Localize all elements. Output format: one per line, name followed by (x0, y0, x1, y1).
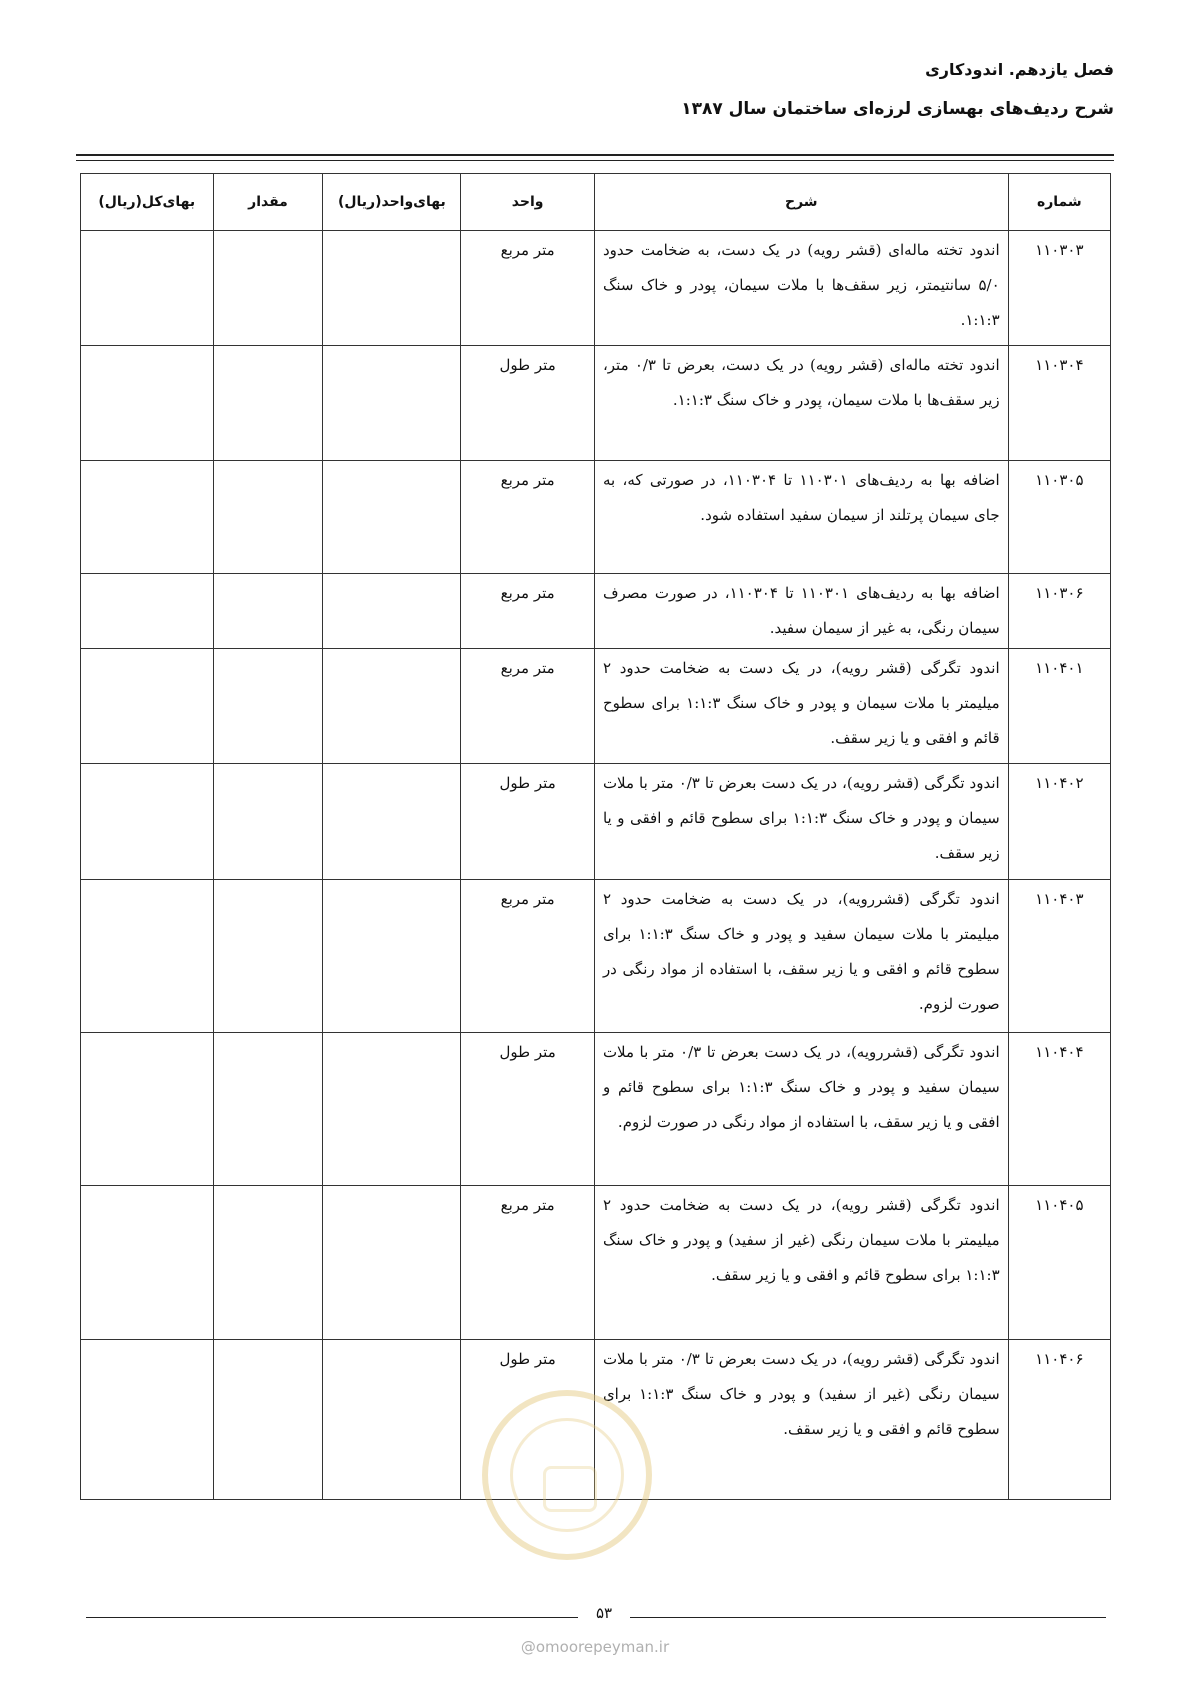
row-total-price-cell (81, 461, 214, 574)
page-header (681, 60, 1114, 119)
header-rule-thin (76, 160, 1114, 161)
row-description: اندود تخته ماله‌ای (قشر رویه) در یک دست، بعرض تا ۰/۳ متر، زیر سقف‌ها با ملات سیمان، پودر و خاک سنگ ۱:۱:۳. (594, 346, 1008, 461)
row-total-price-cell (81, 231, 214, 346)
table-row (81, 461, 1111, 574)
row-total-price-cell (81, 574, 214, 649)
row-quantity-cell (213, 346, 323, 461)
row-code: ۱۱۰۳۰۴ (1008, 346, 1110, 461)
row-description: اضافه بها به ردیف‌های ۱۱۰۳۰۱ تا ۱۱۰۳۰۴، در صورت مصرف سیمان رنگی، به غیر از سیمان سفید. (594, 574, 1008, 649)
table-row (81, 231, 1111, 346)
row-code: ۱۱۰۴۰۱ (1008, 649, 1110, 764)
row-quantity-cell (213, 1033, 323, 1186)
row-code: ۱۱۰۳۰۳ (1008, 231, 1110, 346)
row-code: ۱۱۰۴۰۵ (1008, 1186, 1110, 1340)
row-total-price-cell (81, 1186, 214, 1340)
footer-rule-left (86, 1617, 578, 1618)
row-code: ۱۱۰۴۰۴ (1008, 1033, 1110, 1186)
row-quantity-cell (213, 880, 323, 1033)
row-code: ۱۱۰۳۰۶ (1008, 574, 1110, 649)
table-row (81, 1033, 1111, 1186)
row-quantity-cell (213, 649, 323, 764)
row-description: اندود تگرگی (قشررویه)، در یک دست به ضخامت حدود ۲ میلیمتر با ملات سیمان سفید و پودر و خاک سنگ ۱:۱:۳ برای سطوح قائم و افقی و یا زیر سقف، با استفاده از مواد رنگی در صورت لزوم. (594, 880, 1008, 1033)
header-rule (76, 154, 1114, 156)
column-header-total-price: بهای‌کل(ریال) (81, 174, 214, 231)
table-row (81, 1340, 1111, 1500)
chapter-title: فصل یازدهم. اندودکاری (925, 60, 1114, 79)
row-total-price-cell (81, 1340, 214, 1500)
row-quantity-cell (213, 574, 323, 649)
row-unit: متر طول (461, 1340, 595, 1500)
row-description: اندود تگرگی (قشر رویه)، در یک دست به ضخامت حدود ۲ میلیمتر با ملات سیمان و پودر و خاک سنگ ۱:۱:۳ برای سطوح قائم و افقی و یا زیر سقف. (594, 649, 1008, 764)
table-row (81, 649, 1111, 764)
row-code: ۱۱۰۴۰۶ (1008, 1340, 1110, 1500)
row-total-price-cell (81, 346, 214, 461)
table-header-row (81, 174, 1111, 231)
document-subtitle: شرح ردیف‌های بهسازی لرزه‌ای ساختمان سال ۱۳۸۷ (681, 99, 1114, 119)
row-total-price-cell (81, 649, 214, 764)
row-description: اندود تگرگی (قشررویه)، در یک دست بعرض تا ۰/۳ متر با ملات سیمان سفید و پودر و خاک سنگ ۱:۱:۳ برای سطوح قائم و افقی و یا زیر سقف، با استفاده از مواد رنگی در صورت لزوم. (594, 1033, 1008, 1186)
column-header-code: شماره (1008, 174, 1110, 231)
row-code: ۱۱۰۴۰۳ (1008, 880, 1110, 1033)
row-unit: متر طول (461, 764, 595, 880)
row-unit-price-cell (323, 1340, 461, 1500)
row-description: اندود تگرگی (قشر رویه)، در یک دست بعرض تا ۰/۳ متر با ملات سیمان و پودر و خاک سنگ ۱:۱:۳ برای سطوح قائم و افقی و یا زیر سقف. (594, 764, 1008, 880)
row-code: ۱۱۰۳۰۵ (1008, 461, 1110, 574)
row-quantity-cell (213, 231, 323, 346)
row-unit-price-cell (323, 764, 461, 880)
footer-rule-right (630, 1617, 1106, 1618)
row-quantity-cell (213, 764, 323, 880)
row-description: اندود تگرگی (قشر رویه)، در یک دست بعرض تا ۰/۳ متر با ملات سیمان رنگی (غیر از سفید) و پودر و خاک سنگ ۱:۱:۳ برای سطوح قائم و افقی و یا زیر سقف. (594, 1340, 1008, 1500)
table-row (81, 880, 1111, 1033)
table-row (81, 764, 1111, 880)
row-unit: متر مربع (461, 461, 595, 574)
row-quantity-cell (213, 1186, 323, 1340)
row-unit: متر مربع (461, 574, 595, 649)
row-unit-price-cell (323, 346, 461, 461)
row-unit-price-cell (323, 1186, 461, 1340)
row-unit-price-cell (323, 461, 461, 574)
row-unit-price-cell (323, 649, 461, 764)
row-unit: متر مربع (461, 880, 595, 1033)
column-header-unit-price: بهای‌واحد(ریال) (323, 174, 461, 231)
table-row (81, 346, 1111, 461)
row-unit: متر مربع (461, 231, 595, 346)
table-row (81, 1186, 1111, 1340)
row-code: ۱۱۰۴۰۲ (1008, 764, 1110, 880)
row-description: اضافه بها به ردیف‌های ۱۱۰۳۰۱ تا ۱۱۰۳۰۴، در صورتی که، به جای سیمان پرتلند از سیمان سفید استفاده شود. (594, 461, 1008, 574)
row-total-price-cell (81, 880, 214, 1033)
row-unit: متر مربع (461, 649, 595, 764)
row-total-price-cell (81, 764, 214, 880)
row-quantity-cell (213, 461, 323, 574)
column-header-unit: واحد (461, 174, 595, 231)
row-unit-price-cell (323, 574, 461, 649)
row-unit-price-cell (323, 231, 461, 346)
table-row (81, 574, 1111, 649)
row-unit: متر طول (461, 346, 595, 461)
site-watermark: @omoorepeyman.ir (520, 1638, 670, 1656)
row-description: اندود تگرگی (قشر رویه)، در یک دست به ضخامت حدود ۲ میلیمتر با ملات سیمان رنگی (غیر از سفید) و پودر و خاک سنگ ۱:۱:۳ برای سطوح قائم و افقی و یا زیر سقف. (594, 1186, 1008, 1340)
row-unit-price-cell (323, 1033, 461, 1186)
page-number: ۵۳ (595, 1604, 613, 1622)
price-list-table (80, 173, 1111, 1500)
column-header-description: شرح (594, 174, 1008, 231)
row-unit: متر طول (461, 1033, 595, 1186)
row-description: اندود تخته ماله‌ای (قشر رویه) در یک دست، به ضخامت حدود ۵/۰ سانتیمتر، زیر سقف‌ها با ملات سیمان، پودر و خاک سنگ ۱:۱:۳. (594, 231, 1008, 346)
row-total-price-cell (81, 1033, 214, 1186)
row-quantity-cell (213, 1340, 323, 1500)
row-unit: متر مربع (461, 1186, 595, 1340)
column-header-quantity: مقدار (213, 174, 323, 231)
row-unit-price-cell (323, 880, 461, 1033)
